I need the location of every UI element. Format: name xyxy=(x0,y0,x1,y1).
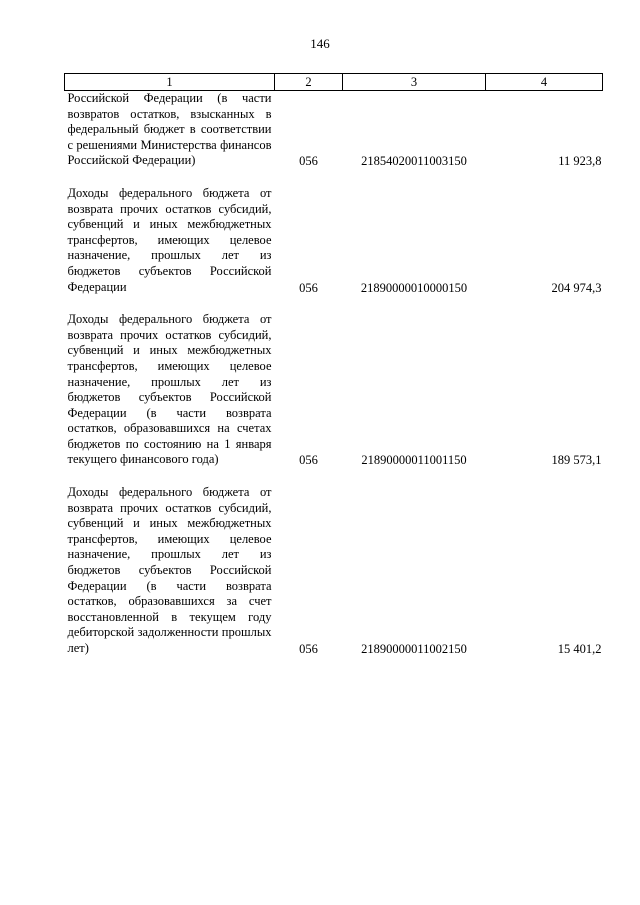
amount: 11 923,8 xyxy=(558,154,602,169)
table-row xyxy=(65,170,603,296)
page-number: 146 xyxy=(310,36,330,51)
column-header-4: 4 xyxy=(486,74,603,91)
administrator-code: 056 xyxy=(299,642,318,656)
amount: 189 573,1 xyxy=(551,453,602,468)
column-header-3: 3 xyxy=(343,74,486,91)
column-header-2: 2 xyxy=(275,74,343,91)
table-header xyxy=(65,74,603,91)
revenue-name: Российской Федерации (в части возвратов остатков, взысканных в федеральный бюджет в соответствии с решениями Министерства финансов Российской Федерации) xyxy=(67,91,272,168)
revenue-code: 21854020011003150 xyxy=(361,154,467,169)
revenue-code: 21890000010000150 xyxy=(360,280,468,295)
table-row xyxy=(65,296,603,469)
budget-table xyxy=(64,73,603,658)
revenue-code: 21890000011002150 xyxy=(361,642,467,656)
administrator-code: 056 xyxy=(299,280,318,295)
administrator-code: 056 xyxy=(299,453,318,468)
column-header-1: 1 xyxy=(65,74,275,91)
table-row xyxy=(65,469,603,658)
revenue-name: Доходы федерального бюджета от возврата прочих остатков субсидий, субвенций и иных межбюджетных трансфертов, имеющих целевое назначение, прошлых лет из бюджетов субъектов Российской Федерации (в части возврата остатков, образовавшихся за счет восстановленной в текущем году дебиторской задолженности прошлых лет) xyxy=(67,485,272,655)
revenue-name: Доходы федерального бюджета от возврата прочих остатков субсидий, субвенций и иных межбюджетных трансфертов, имеющих целевое назначение, прошлых лет из бюджетов субъектов Российской Федерации xyxy=(67,185,272,294)
revenue-code: 21890000011001150 xyxy=(361,453,467,468)
header-row xyxy=(65,74,603,91)
table-row xyxy=(65,91,603,170)
amount: 204 974,3 xyxy=(551,280,602,295)
table-body xyxy=(65,91,603,658)
amount: 15 401,2 xyxy=(557,642,602,656)
administrator-code: 056 xyxy=(299,154,318,169)
revenue-name: Доходы федерального бюджета от возврата прочих остатков субсидий, субвенций и иных межбюджетных трансфертов, имеющих целевое назначение, прошлых лет из бюджетов субъектов Российской Федерации (в части возврата остатков, образовавшихся на счетах бюджетов по состоянию на 1 января текущего финансового года) xyxy=(67,312,272,467)
